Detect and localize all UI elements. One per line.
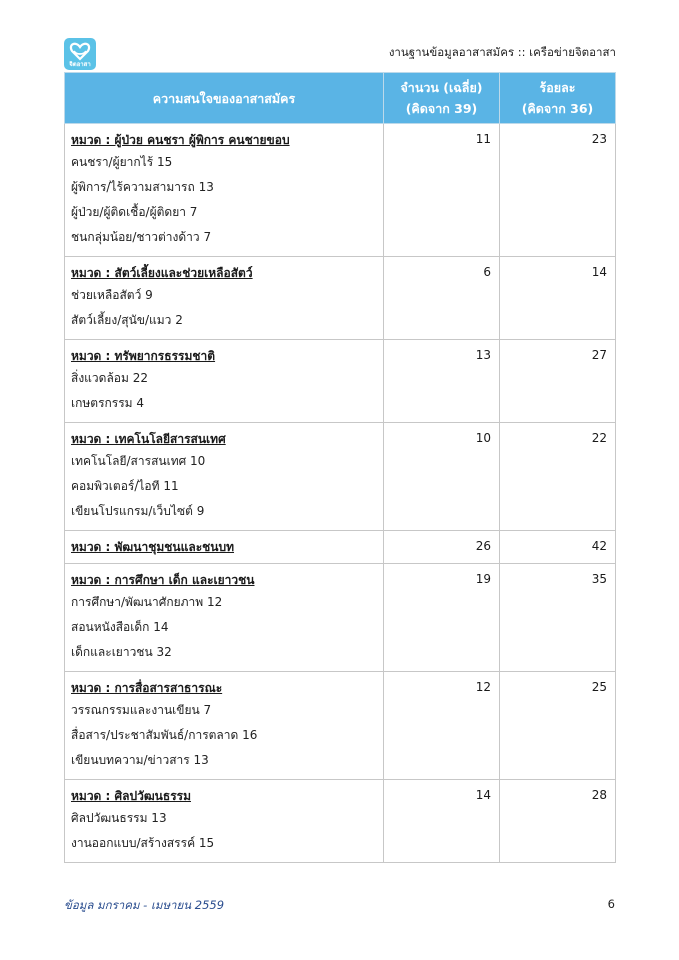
category-item: งานออกแบบ/สร้างสรรค์ 15 xyxy=(71,836,215,850)
category-title: หมวด : ทรัพยากรธรรมชาติ xyxy=(71,349,216,363)
category-item: ชนกลุ่มน้อย/ชาวต่างด้าว 7 xyxy=(71,230,212,244)
category-title: หมวด : ศิลปวัฒนธรรม xyxy=(71,789,191,803)
logo-text: จิตอาสา xyxy=(69,61,91,68)
table-row xyxy=(65,340,616,423)
percent-cell: 42 xyxy=(500,531,616,564)
category-item: ผู้พิการ/ไร้ความสามารถ 13 xyxy=(71,180,214,194)
category-item: เด็กและเยาวชน 32 xyxy=(71,645,172,659)
category-item: สิ่งแวดล้อม 22 xyxy=(71,371,149,385)
count-cell: 11 xyxy=(384,124,500,257)
column-header-interest-label: ความสนใจของอาสาสมัคร xyxy=(152,90,296,106)
category-item: คนชรา/ผู้ยากไร้ 15 xyxy=(71,155,173,169)
category-cell xyxy=(65,780,384,863)
category-title: หมวด : การสื่อสารสาธารณะ xyxy=(71,681,223,695)
category-item: ผู้ป่วย/ผู้ติดเชื้อ/ผู้ติดยา 7 xyxy=(71,205,198,219)
column-header-interest xyxy=(65,73,384,124)
table-row xyxy=(65,564,616,672)
percent-cell: 25 xyxy=(500,672,616,780)
table-row xyxy=(65,124,616,257)
category-title: หมวด : พัฒนาชุมชนและชนบท xyxy=(71,540,235,554)
table-header-row xyxy=(65,73,616,124)
category-item: เกษตรกรรม 4 xyxy=(71,396,145,410)
percent-cell: 14 xyxy=(500,257,616,340)
category-cell xyxy=(65,340,384,423)
count-cell: 10 xyxy=(384,423,500,531)
category-item: เขียนโปรแกรม/เว็บไซต์ 9 xyxy=(71,504,205,518)
footer-date-range: ข้อมูล มกราคม - เมษายน 2559 xyxy=(64,898,225,912)
percent-cell: 35 xyxy=(500,564,616,672)
category-cell xyxy=(65,423,384,531)
category-item: เขียนบทความ/ข่าวสาร 13 xyxy=(71,753,209,767)
category-item: วรรณกรรมและงานเขียน 7 xyxy=(71,703,212,717)
column-header-count-basis: (คิดจาก 39) xyxy=(405,101,478,116)
site-logo xyxy=(64,38,96,70)
category-item: ช่วยเหลือสัตว์ 9 xyxy=(71,288,153,302)
category-item: คอมพิวเตอร์/ไอที 11 xyxy=(71,479,179,493)
table-row xyxy=(65,423,616,531)
percent-cell: 22 xyxy=(500,423,616,531)
category-title: หมวด : ผู้ป่วย คนชรา ผู้พิการ คนชายขอบ xyxy=(71,133,290,147)
count-cell: 12 xyxy=(384,672,500,780)
column-header-percent xyxy=(500,73,616,124)
count-cell: 13 xyxy=(384,340,500,423)
column-header-count xyxy=(384,73,500,124)
page-number: 6 xyxy=(607,897,615,911)
percent-cell: 27 xyxy=(500,340,616,423)
category-item: การศึกษา/พัฒนาศักยภาพ 12 xyxy=(71,595,223,609)
count-cell: 26 xyxy=(384,531,500,564)
table-row xyxy=(65,531,616,564)
category-cell xyxy=(65,564,384,672)
table-row xyxy=(65,672,616,780)
category-item: ศิลปวัฒนธรรม 13 xyxy=(71,811,167,825)
count-cell: 14 xyxy=(384,780,500,863)
category-title: หมวด : การศึกษา เด็ก และเยาวชน xyxy=(71,573,255,587)
column-header-percent-basis: (คิดจาก 36) xyxy=(521,101,594,116)
table-row xyxy=(65,780,616,863)
category-item: สื่อสาร/ประชาสัมพันธ์/การตลาด 16 xyxy=(71,728,258,742)
category-title: หมวด : เทคโนโลยีสารสนเทศ xyxy=(71,432,226,446)
percent-cell: 28 xyxy=(500,780,616,863)
category-item: เทคโนโลยี/สารสนเทศ 10 xyxy=(71,454,206,468)
category-item: สอนหนังสือเด็ก 14 xyxy=(71,620,169,634)
category-cell xyxy=(65,672,384,780)
count-cell: 6 xyxy=(384,257,500,340)
table-row xyxy=(65,257,616,340)
interest-table xyxy=(64,72,616,863)
count-cell: 19 xyxy=(384,564,500,672)
category-cell xyxy=(65,124,384,257)
category-cell xyxy=(65,531,384,564)
category-cell xyxy=(65,257,384,340)
category-title: หมวด : สัตว์เลี้ยงและช่วยเหลือสัตว์ xyxy=(71,266,253,280)
category-item: สัตว์เลี้ยง/สุนัข/แมว 2 xyxy=(71,313,183,327)
column-header-percent-label: ร้อยละ xyxy=(539,80,576,95)
column-header-count-label: จำนวน (เฉลี่ย) xyxy=(400,80,483,95)
percent-cell: 23 xyxy=(500,124,616,257)
page-header-title: งานฐานข้อมูลอาสาสมัคร :: เครือข่ายจิตอาสา xyxy=(388,45,616,59)
